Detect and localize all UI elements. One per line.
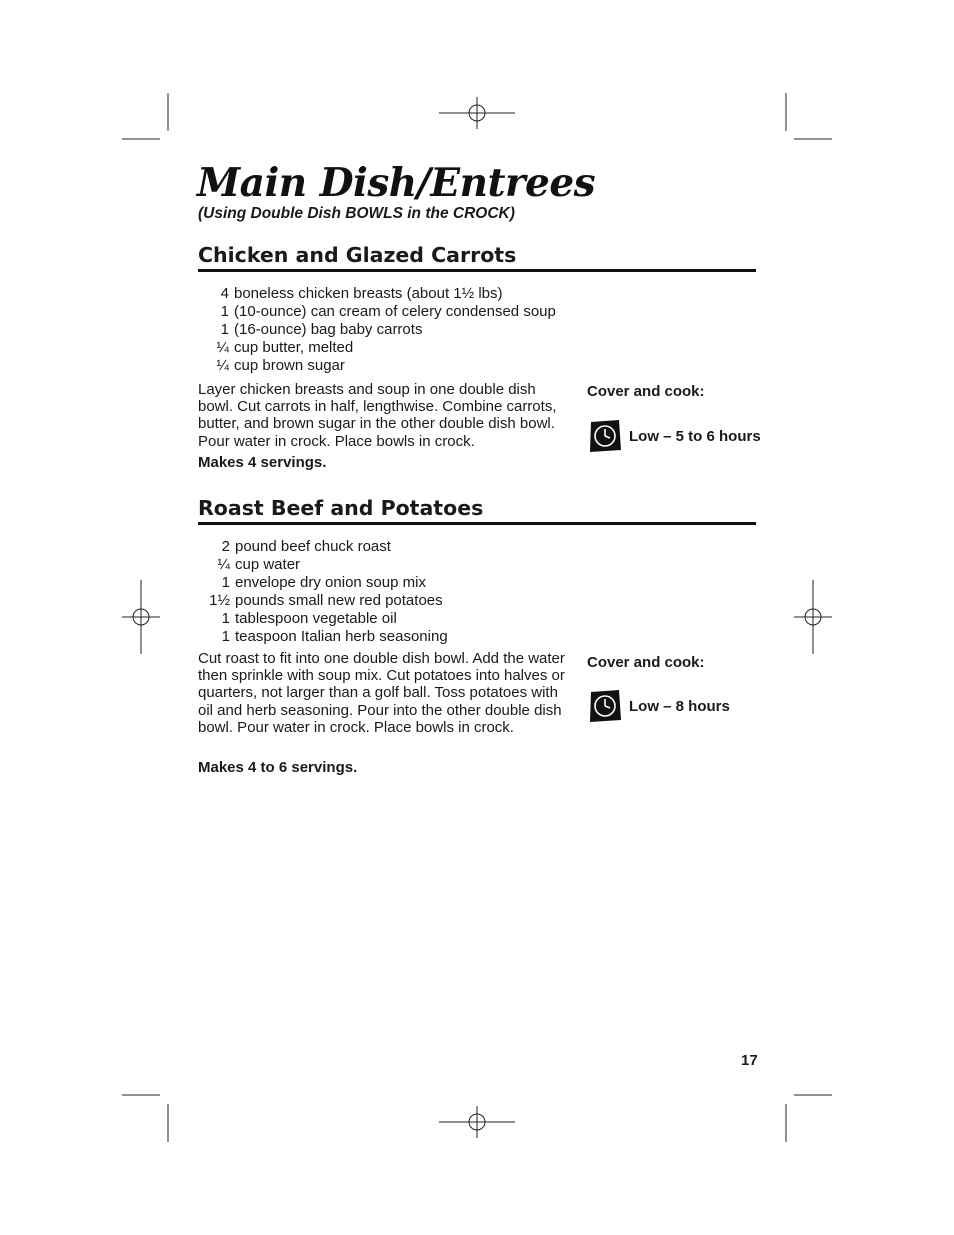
ingredient-text: pounds small new red potatoes	[235, 592, 443, 609]
ingredient-qty: 1	[220, 303, 229, 320]
ingredient-qty: ¼	[217, 556, 230, 573]
servings-note: Makes 4 to 6 servings.	[198, 759, 358, 776]
ingredient-item	[200, 628, 448, 646]
ingredient-text: teaspoon Italian herb seasoning	[235, 628, 448, 645]
recipe-title: Chicken and Glazed Carrots	[198, 243, 756, 272]
ingredient-text: (16-ounce) bag baby carrots	[234, 321, 423, 338]
ingredient-item	[200, 538, 448, 556]
page-subtitle: (Using Double Dish BOWLS in the CROCK)	[198, 205, 515, 222]
ingredient-text: envelope dry onion soup mix	[235, 574, 426, 591]
ingredient-item	[200, 574, 448, 592]
ingredient-qty: 1½	[209, 592, 230, 609]
recipe-method: Layer chicken breasts and soup in one double dish bowl. Cut carrots in half, lengthwise. Combine carrots, butter, and brown sugar in the other double dish bowl. Pour water in crock. Place bowls in crock.	[198, 381, 557, 450]
ingredient-qty: ¼	[216, 357, 229, 374]
ingredient-list	[200, 285, 556, 375]
ingredient-text: tablespoon vegetable oil	[235, 610, 397, 627]
ingredient-item	[200, 321, 556, 339]
ingredient-item	[200, 610, 448, 628]
clock-icon	[588, 419, 622, 453]
cook-heading: Cover and cook:	[587, 654, 705, 671]
recipe-method: Cut roast to fit into one double dish bowl. Add the water then sprinkle with soup mix. Cut potatoes into halves or quarters, not larger than a golf ball. Toss potatoes with oil and herb seasoning. Pour into the other double dish bowl. Pour water in crock. Place bowls in crock.	[198, 650, 565, 736]
clock-icon	[588, 689, 622, 723]
ingredient-qty: 1	[221, 610, 230, 627]
ingredient-item	[200, 339, 556, 357]
ingredient-qty: 1	[221, 628, 230, 645]
registration-mark-left	[122, 580, 160, 654]
ingredient-item	[200, 592, 448, 610]
page-number: 17	[741, 1052, 758, 1069]
cook-setting	[588, 419, 761, 453]
ingredient-text: (10-ounce) can cream of celery condensed soup	[234, 303, 556, 320]
ingredient-item	[200, 285, 556, 303]
ingredient-qty: 2	[221, 538, 230, 555]
cook-heading: Cover and cook:	[587, 383, 705, 400]
cook-time: Low – 5 to 6 hours	[629, 427, 761, 445]
registration-mark-right	[794, 580, 832, 654]
page-title: Main Dish/Entrees	[197, 160, 596, 206]
ingredient-text: boneless chicken breasts (about 1½ lbs)	[234, 285, 503, 302]
servings-note: Makes 4 servings.	[198, 454, 327, 471]
ingredient-item	[200, 303, 556, 321]
ingredient-qty: 1	[220, 321, 229, 338]
ingredient-text: cup brown sugar	[234, 357, 345, 374]
ingredient-text: cup water	[235, 556, 301, 573]
ingredient-qty: 1	[221, 574, 230, 591]
registration-mark-top	[439, 97, 515, 129]
ingredient-text: pound beef chuck roast	[235, 538, 391, 555]
ingredient-list	[200, 538, 448, 646]
ingredient-qty: ¼	[216, 339, 229, 356]
registration-mark-bottom	[439, 1106, 515, 1138]
ingredient-text: cup butter, melted	[234, 339, 354, 356]
ingredient-qty: 4	[220, 285, 229, 302]
recipe-title: Roast Beef and Potatoes	[198, 496, 756, 525]
cook-time: Low – 8 hours	[629, 697, 730, 715]
cook-setting	[588, 689, 730, 723]
ingredient-item	[200, 357, 556, 375]
ingredient-item	[200, 556, 448, 574]
